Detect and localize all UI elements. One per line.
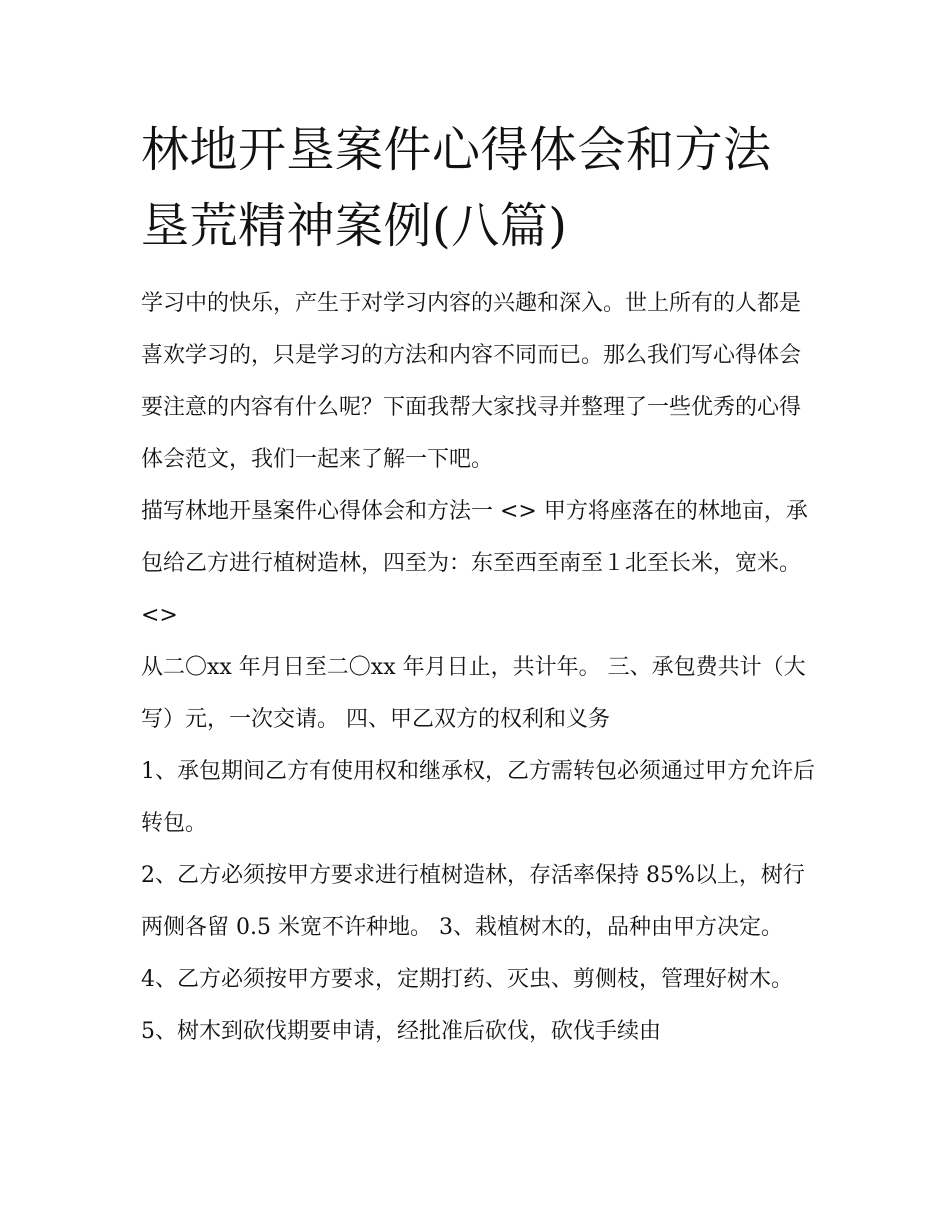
document-body <box>141 278 815 1058</box>
paragraph-contract-land: 描写林地开垦案件心得体会和方法一 <> 甲方将座落在的林地亩，承包给乙方进行植树造林，四至为：东至西至南至１北至长米，宽米。 <> <box>141 499 808 628</box>
paragraph-clause-2-3: 2、乙方必须按甲方要求进行植树造林，存活率保持 85%以上，树行两侧各留 0.5 米宽不许种地。 3、栽植树木的，品种由甲方决定。 <box>141 863 805 940</box>
paragraph-clause-4-5: 4、乙方必须按甲方要求，定期打药、灭虫、剪侧枝，管理好树木。 5、树木到砍伐期要申请，经批准后砍伐，砍伐手续由 <box>141 967 793 1044</box>
document-title: 林地开垦案件心得体会和方法垦荒精神案例(八篇) <box>141 122 772 254</box>
paragraph-clause-1: 1、承包期间乙方有使用权和继承权，乙方需转包必须通过甲方允许后转包。 <box>141 759 815 836</box>
paragraph-intro: 学习中的快乐，产生于对学习内容的兴趣和深入。世上所有的人都是喜欢学习的，只是学习的方法和内容不同而已。那么我们写心得体会要注意的内容有什么呢？下面我帮大家找寻并整理了一些优秀的心得体会范文，我们一起来了解一下吧。 <box>141 291 802 472</box>
paragraph-term-fee: 从二〇xx 年月日至二〇xx 年月日止，共计年。 三、承包费共计（大写）元，一次交请。 四、甲乙双方的权利和义务 <box>141 655 806 732</box>
